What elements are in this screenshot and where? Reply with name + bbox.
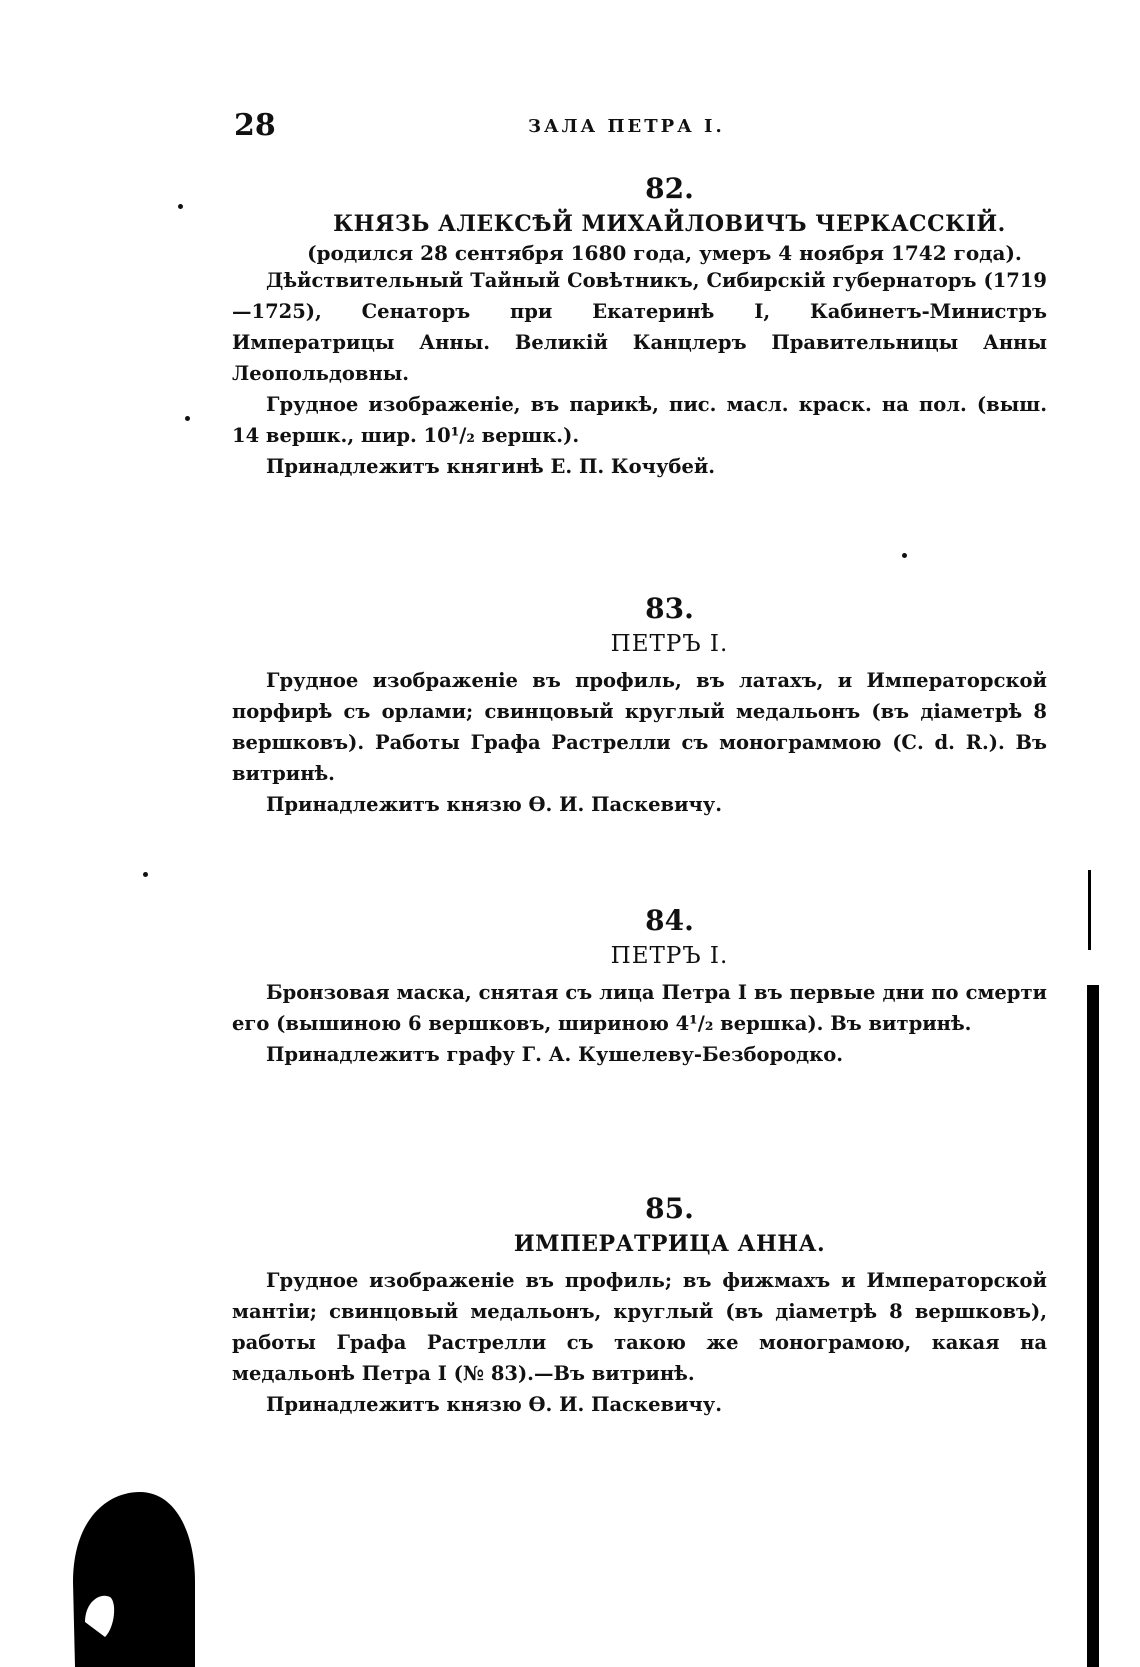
entry-title: КНЯЗЬ АЛЕКСѢЙ МИХАЙЛОВИЧЪ ЧЕРКАССКІЙ. <box>333 211 1006 237</box>
entry-title: ПЕТРЪ I. <box>610 943 729 969</box>
catalog-entry-83 <box>232 592 1047 820</box>
entry-number: 82. <box>645 172 694 205</box>
entry-number: 84. <box>645 904 694 937</box>
entry-description: Бронзовая маска, снятая съ лица Петра I въ первые дни по смерти его (вышиною 6 вершковъ, шириною 4¹/₂ вершка). Въ витринѣ. <box>232 981 1047 1035</box>
entry-title: ПЕТРЪ I. <box>610 631 729 657</box>
scan-speck <box>178 204 183 209</box>
entry-description: Дѣйствительный Тайный Совѣтникъ, Сибирскій губернаторъ (1719—1725), Сенаторъ при Екатеринѣ I, Кабинетъ-Министръ Императрицы Анны. Великій Канцлеръ Правительницы Анны Леопольдовны. <box>232 269 1047 385</box>
entry-number: 83. <box>645 592 694 625</box>
catalog-entry-84 <box>232 904 1047 1070</box>
scan-speck <box>143 872 148 877</box>
entry-owner: Принадлежитъ князю Ѳ. И. Паскевичу. <box>266 1393 723 1416</box>
entry-owner: Принадлежитъ княгинѣ Е. П. Кочубей. <box>266 455 716 478</box>
page-edge-shadow <box>1087 985 1099 1667</box>
entry-title: ИМПЕРАТРИЦА АННА. <box>513 1231 826 1257</box>
entry-owner: Принадлежитъ графу Г. А. Кушелеву-Безбородко. <box>266 1043 844 1066</box>
entry-description: Грудное изображеніе въ профиль; въ фижмахъ и Императорской мантіи; свинцовый медальонъ, круглый (въ діаметрѣ 8 вершковъ), работы Графа Растрелли съ такою же монограмою, какая на медальонѣ Петра I (№ 83).—Въ витринѣ. <box>232 1269 1047 1385</box>
scan-speck <box>185 416 190 421</box>
scan-speck <box>902 553 907 558</box>
entry-number: 85. <box>645 1192 694 1225</box>
running-head: ЗАЛА ПЕТРА I. <box>528 116 725 137</box>
entry-owner: Принадлежитъ князю Ѳ. И. Паскевичу. <box>266 793 723 816</box>
page-edge-line <box>1088 870 1091 950</box>
entry-description: Грудное изображеніе въ профиль, въ латахъ, и Императорской порфирѣ съ орлами; свинцовый круглый медальонъ (въ діаметрѣ 8 вершковъ). Работы Графа Растрелли съ монограммою (С. d. R.). Въ витринѣ. <box>232 669 1047 785</box>
catalog-entry-85 <box>232 1192 1047 1420</box>
page-number: 28 <box>234 108 276 143</box>
entry-details: Грудное изображеніе, въ парикѣ, пис. масл. краск. на пол. (выш. 14 вершк., шир. 10¹/₂ вершк.). <box>232 393 1047 447</box>
ink-blot <box>55 1452 195 1667</box>
entry-dates: (родился 28 сентября 1680 года, умеръ 4 ноября 1742 года). <box>307 241 1022 265</box>
catalog-entry-82 <box>232 172 1047 482</box>
